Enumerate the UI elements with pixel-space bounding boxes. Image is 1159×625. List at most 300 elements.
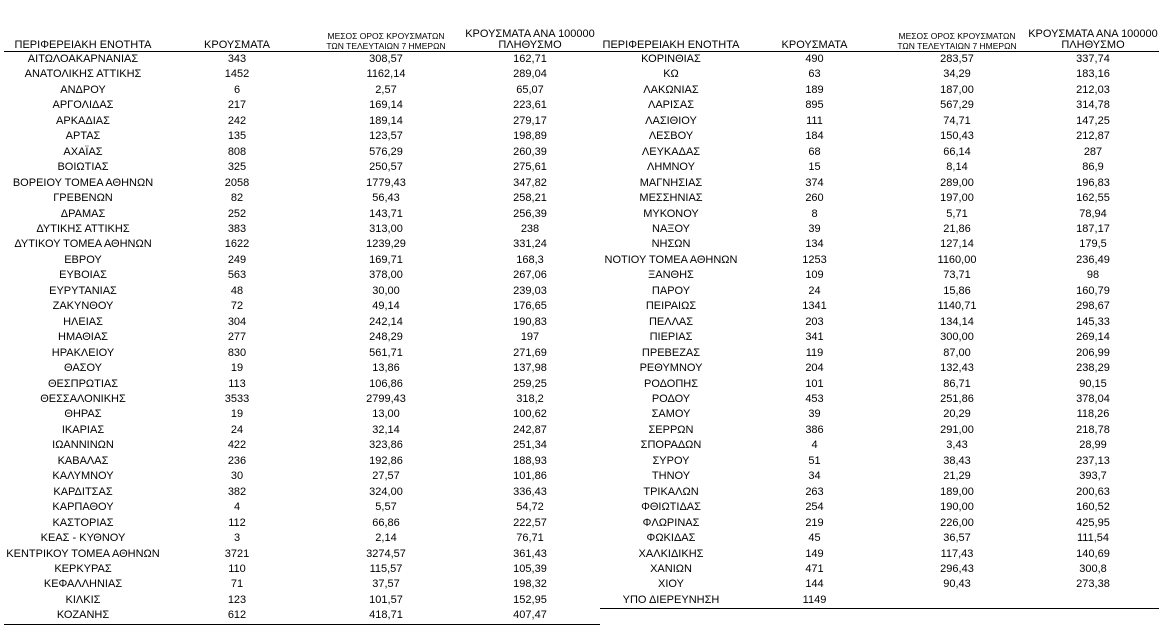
table-row [600,114,1159,129]
cases-cell: 374 [805,176,824,189]
cases-cell: 111 [806,114,823,127]
header-region: ΠΕΡΙΦΕΡΕΙΑΚΗ ΕΝΟΤΗΤΑ [600,18,742,52]
table-row [600,160,1159,175]
avg7-cell: 296,43 [940,562,974,575]
cases-cell: 2058 [224,176,250,189]
avg7-cell: 36,57 [943,532,971,545]
region-cell: ΚΕΑΣ - ΚΥΘΝΟΥ [40,532,126,545]
table-row [4,500,600,515]
cases-cell: 453 [805,392,824,405]
cases-cell: 386 [805,423,824,436]
per100k-cell: 238 [520,222,540,235]
region-cell: ΠΕΙΡΑΙΩΣ [645,300,697,313]
cases-cell: 242 [227,114,247,127]
cases-cell: 471 [805,562,824,575]
avg7-cell: 150,43 [940,130,974,143]
region-cell: ΗΡΑΚΛΕΙΟΥ [51,346,115,359]
region-cell: ΥΠΟ ΔΙΕΡΕΥΝΗΣΗ [600,593,742,609]
avg7-cell: 1140,71 [937,300,977,313]
region-cell: ΓΡΕΒΕΝΩΝ [53,192,113,205]
avg7-cell: 115,57 [369,562,403,575]
per100k-cell: 407,47 [460,608,600,624]
table-row [600,547,1159,562]
avg7-cell: 86,71 [943,377,971,390]
per100k-cell: 256,39 [513,207,547,220]
cases-cell: 48 [230,284,244,297]
region-cell: ΘΗΡΑΣ [64,408,102,421]
table-row [600,407,1159,422]
cases-cell: 30 [230,470,244,483]
per100k-cell: 269,14 [1076,331,1110,344]
region-cell: ΡΟΔΟΠΗΣ [643,377,699,390]
avg7-cell: 576,29 [369,145,403,158]
per100k-cell: 378,04 [1076,392,1110,405]
cases-cell: 204 [805,362,824,375]
table-row [4,253,600,268]
cases-cell: 8 [811,207,818,220]
avg7-cell: 291,00 [940,423,974,436]
region-cell: ΛΗΜΝΟΥ [647,161,695,174]
table-row [4,52,600,68]
region-cell: ΛΑΚΩΝΙΑΣ [643,83,699,96]
per100k-cell: 258,21 [513,192,547,205]
per100k-cell: 242,87 [513,423,547,436]
per100k-cell: 90,15 [1079,377,1107,390]
table-row [4,129,600,144]
region-cell: ΞΑΝΘΗΣ [648,269,694,282]
cases-cell: 3721 [224,547,250,560]
per100k-cell: 160,52 [1076,501,1110,514]
cases-cell: 189 [805,83,824,96]
per100k-cell: 28,99 [1079,439,1107,452]
region-cell: ΠΑΡΟΥ [651,284,691,297]
table-row [4,284,600,299]
per100k-cell: 287 [1083,145,1103,158]
table-row [600,500,1159,515]
cases-cell: 490 [805,53,824,65]
header-avg7 [312,18,460,52]
header-row [600,18,1159,52]
table-row [600,129,1159,144]
per100k-cell: 100,62 [513,408,547,421]
region-cell: ΜΕΣΣΗΝΙΑΣ [639,192,703,205]
per100k-cell: 197 [520,331,540,344]
avg7-cell: 2,14 [375,532,397,545]
region-cell: ΝΗΣΩΝ [651,238,691,251]
per100k-cell: 98 [1086,269,1100,282]
avg7-cell: 567,29 [940,99,974,112]
per100k-cell: 187,17 [1076,222,1110,235]
region-cell: ΒΟΙΩΤΙΑΣ [57,161,109,174]
avg7-cell: 132,43 [940,362,974,375]
header-avg7-line2: ΤΩΝ ΤΕΛΕΥΤΑΙΩΝ 7 ΗΜΕΡΩΝ [897,41,1017,51]
cases-cell: 304 [227,315,247,328]
avg7-cell: 3274,57 [366,547,406,560]
region-cell: ΧΑΝΙΩΝ [650,562,692,575]
table-row [4,423,600,438]
region-cell: ΑΡΤΑΣ [65,130,101,143]
cases-cell: 110 [228,562,246,575]
per100k-cell: 111,54 [1076,532,1109,545]
cases-cell: 123 [227,593,247,606]
region-cell: ΖΑΚΥΝΘΟΥ [52,300,114,313]
region-cell: ΒΟΡΕΙΟΥ ΤΟΜΕΑ ΑΘΗΝΩΝ [12,176,154,189]
per100k-cell: 318,2 [516,392,544,405]
table-row [600,593,1159,609]
avg7-cell: 37,57 [372,578,400,591]
region-cell: ΚΑΒΑΛΑΣ [57,454,109,467]
table-row [4,237,600,252]
per100k-cell: 147,25 [1076,114,1110,127]
header-per100k-line1: ΚΡΟΥΣΜΑΤΑ ΑΝΑ 100000 [465,28,595,40]
per100k-cell: 259,25 [513,377,547,390]
cases-cell: 612 [162,608,312,624]
region-cell: ΤΡΙΚΑΛΩΝ [643,485,699,498]
table-row [600,516,1159,531]
cases-cell: 263 [805,485,824,498]
avg7-cell: 1779,43 [366,176,406,189]
cases-cell: 109 [805,269,824,282]
per100k-cell: 162,71 [513,53,547,65]
per100k-cell: 347,82 [513,176,547,189]
avg7-cell: 1239,29 [366,238,406,251]
table-row [600,562,1159,577]
avg7-cell: 561,71 [369,346,403,359]
avg7-cell: 300,00 [940,331,974,344]
avg7-cell: 251,86 [940,392,974,405]
per100k-cell: 101,86 [513,470,547,483]
avg7-cell: 189,00 [940,485,974,498]
per100k-cell: 78,94 [1079,207,1107,220]
header-per100k [1027,18,1159,52]
region-cell: ΑΡΓΟΛΙΔΑΣ [52,99,114,112]
table-row [600,485,1159,500]
header-per100k-line2: ΠΛΗΘΥΣΜΟ [498,39,562,51]
avg7-cell: 1160,00 [937,253,977,266]
region-cell: ΗΜΑΘΙΑΣ [58,331,108,344]
avg7-cell: 66,86 [372,516,400,529]
cases-cell: 1149 [742,593,887,609]
table-row [600,423,1159,438]
per100k-cell: 236,49 [1076,253,1110,266]
avg7-cell: 90,43 [943,578,971,591]
per100k-cell: 275,61 [513,161,547,174]
per100k-cell: 188,93 [513,454,547,467]
avg7-cell: 197,00 [940,192,974,205]
table-row [600,284,1159,299]
avg7-cell: 143,71 [369,207,403,220]
region-cell: ΤΗΝΟΥ [651,470,691,483]
avg7-cell: 283,57 [940,53,974,65]
table-row [4,547,600,562]
cases-cell: 101 [805,377,824,390]
cases-cell: 113 [228,377,246,390]
table-row [600,469,1159,484]
region-cell: ΕΥΡΥΤΑΝΙΑΣ [49,284,117,297]
region-cell: ΚΟΡΙΝΘΙΑΣ [641,53,701,65]
region-cell: ΚΑΡΔΙΤΣΑΣ [53,485,113,498]
header-region: ΠΕΡΙΦΕΡΕΙΑΚΗ ΕΝΟΤΗΤΑ [4,18,162,52]
table-row [4,67,600,82]
per100k-cell: 54,72 [516,501,544,514]
cases-cell: 830 [227,346,247,359]
per100k-cell: 212,87 [1076,130,1110,143]
table-row [4,516,600,531]
avg7-cell: 87,00 [943,346,971,359]
table-body-right [600,52,1159,609]
cases-cell: 277 [227,331,247,344]
per100k-cell: 198,32 [513,578,547,591]
region-cell: ΚΟΖΑΝΗΣ [4,608,162,624]
table-row [600,531,1159,546]
per100k-cell: 140,69 [1076,547,1110,560]
table-row [600,577,1159,592]
per100k-cell: 222,57 [513,516,547,529]
region-cell: ΣΑΜΟΥ [651,408,691,421]
region-cell: ΘΕΣΠΡΩΤΙΑΣ [47,377,119,390]
avg7-cell: 308,57 [369,53,403,65]
cases-cell: 134 [805,238,824,251]
table-row [4,469,600,484]
avg7-cell: 190,00 [940,501,974,514]
region-cell: ΕΥΒΟΙΑΣ [59,269,107,282]
cases-cell: 236 [227,454,247,467]
table-row [4,346,600,361]
cases-cell: 63 [808,68,821,81]
cases-cell: 203 [805,315,824,328]
cases-cell: 260 [805,192,824,205]
region-cell: ΝΑΞΟΥ [652,222,690,235]
table-row [4,438,600,453]
region-cell: ΣΠΟΡΑΔΩΝ [640,439,702,452]
header-cases: ΚΡΟΥΣΜΑΤΑ [742,18,887,52]
table-row [4,608,600,624]
region-cell: ΚΙΛΚΙΣ [65,593,101,606]
cases-cell: 19 [230,408,244,421]
table-row [600,268,1159,283]
per100k-cell: 337,74 [1076,53,1110,65]
region-cell: ΧΑΛΚΙΔΙΚΗΣ [638,547,704,560]
per100k-cell: 239,03 [513,284,547,297]
table-row [4,485,600,500]
per100k-cell: 267,06 [513,269,547,282]
table-row [600,176,1159,191]
header-avg7-line1: ΜΕΣΟΣ ΟΡΟΣ ΚΡΟΥΣΜΑΤΩΝ [327,31,445,41]
avg7-cell: 418,71 [312,608,460,624]
cases-cell: 119 [805,346,824,359]
region-cell: ΜΑΓΝΗΣΙΑΣ [639,176,703,189]
per100k-cell: 200,63 [1076,485,1110,498]
avg7-cell: 192,86 [369,454,403,467]
cases-cell: 144 [805,578,824,591]
avg7-cell: 250,57 [369,161,403,174]
avg7-cell: 242,14 [369,315,403,328]
region-cell: ΚΕΡΚΥΡΑΣ [54,562,112,575]
per100k-cell: 393,7 [1079,470,1107,483]
avg7-cell: 21,86 [943,222,971,235]
region-cell: ΑΝΑΤΟΛΙΚΗΣ ΑΤΤΙΚΗΣ [24,68,142,81]
avg7-cell [887,593,1027,609]
per100k-cell: 105,39 [513,562,547,575]
header-per100k [460,18,600,52]
cases-cell: 217 [227,99,247,112]
cases-cell: 4 [811,439,818,452]
header-avg7 [887,18,1027,52]
cases-cell: 135 [227,130,247,143]
cases-cell: 34 [808,470,821,483]
avg7-cell: 20,29 [943,408,971,421]
per100k-cell: 212,03 [1076,83,1110,96]
region-cell: ΛΑΣΙΘΙΟΥ [645,114,697,127]
per100k-cell: 271,69 [513,346,547,359]
per100k-cell: 196,83 [1076,176,1110,189]
region-cell: ΛΕΥΚΑΔΑΣ [641,145,701,158]
region-cell: ΠΙΕΡΙΑΣ [649,331,693,344]
table-row [4,83,600,98]
header-row [4,18,600,52]
cases-cell: 82 [230,192,244,205]
per100k-cell: 152,95 [513,593,547,606]
table-row [600,98,1159,113]
region-cell: ΠΡΕΒΕΖΑΣ [641,346,701,359]
avg7-cell: 73,71 [943,269,971,282]
cases-cell: 895 [805,99,824,112]
avg7-cell: 324,00 [369,485,403,498]
table-row [4,145,600,160]
per100k-cell: 289,04 [513,68,547,81]
cases-cell: 51 [808,454,821,467]
table-row [4,577,600,592]
cases-cell: 382 [227,485,247,498]
header-per100k-line1: ΚΡΟΥΣΜΑΤΑ ΑΝΑ 100000 [1028,28,1158,40]
region-cell: ΧΙΟΥ [658,578,684,591]
region-cell: ΚΕΝΤΡΙΚΟΥ ΤΟΜΕΑ ΑΘΗΝΩΝ [6,547,160,560]
per100k-cell: 298,67 [1076,300,1110,313]
per100k-cell: 160,79 [1076,284,1110,297]
region-cell: ΑΙΤΩΛΟΑΚΑΡΝΑΝΙΑΣ [27,53,139,65]
table-row [600,299,1159,314]
table-body-left [4,52,600,625]
table-row [600,315,1159,330]
region-cell: ΚΑΛΥΜΝΟΥ [52,470,114,483]
avg7-cell: 66,14 [943,145,971,158]
per100k-cell: 65,07 [516,83,544,96]
avg7-cell: 169,14 [369,99,403,112]
avg7-cell: 21,29 [943,470,971,483]
avg7-cell: 101,57 [369,593,403,606]
region-cell: ΡΕΘΥΜΝΟΥ [639,362,703,375]
cases-cell: 149 [805,547,824,560]
cases-cell: 3 [233,532,241,545]
table-row [600,438,1159,453]
region-cell: ΗΛΕΙΑΣ [63,315,103,328]
avg7-cell: 187,00 [940,83,974,96]
cases-cell: 325 [227,161,247,174]
cases-cell: 72 [230,300,244,313]
cases-table-left [4,18,600,625]
region-cell: ΑΝΔΡΟΥ [60,83,106,96]
avg7-cell: 123,57 [369,130,403,143]
region-cell: ΕΒΡΟΥ [64,253,102,266]
avg7-cell: 106,86 [369,377,403,390]
region-cell: ΚΕΦΑΛΛΗΝΙΑΣ [43,578,123,591]
table-row [600,83,1159,98]
table-row [4,191,600,206]
header-avg7-line1: ΜΕΣΟΣ ΟΡΟΣ ΚΡΟΥΣΜΑΤΩΝ [898,31,1016,41]
region-cell: ΔΥΤΙΚΟΥ ΤΟΜΕΑ ΑΘΗΝΩΝ [14,238,152,251]
region-cell: ΦΘΙΩΤΙΔΑΣ [641,501,701,514]
avg7-cell: 56,43 [372,192,400,205]
per100k-cell: 190,83 [513,315,547,328]
table-row [4,222,600,237]
per100k-cell: 279,17 [513,114,547,127]
table-row [4,176,600,191]
table-row [4,160,600,175]
table-row [4,98,600,113]
per100k-cell: 76,71 [516,532,544,545]
avg7-cell: 15,86 [943,284,971,297]
table-row [4,454,600,469]
per100k-cell: 273,38 [1076,578,1110,591]
cases-cell: 343 [227,53,247,65]
region-cell: ΚΑΣΤΟΡΙΑΣ [52,516,114,529]
cases-cell: 68 [808,145,821,158]
avg7-cell: 189,14 [369,114,403,127]
region-cell: ΜΥΚΟΝΟΥ [643,207,699,220]
cases-cell: 1341 [802,300,827,313]
cases-cell: 563 [227,269,247,282]
avg7-cell: 5,57 [375,501,397,514]
per100k-cell: 206,99 [1076,346,1110,359]
table-row [4,114,600,129]
region-cell: ΛΑΡΙΣΑΣ [647,99,694,112]
region-cell: ΔΡΑΜΑΣ [60,207,106,220]
avg7-cell: 1162,14 [366,68,406,81]
table-row [600,237,1159,252]
cases-cell: 219 [805,516,824,529]
header-per100k-line2: ΠΛΗΘΥΣΜΟ [1061,39,1125,51]
per100k-cell: 336,43 [513,485,547,498]
region-cell: ΚΩ [663,68,679,81]
avg7-cell: 3,43 [946,439,968,452]
cases-cell: 45 [808,532,821,545]
cases-cell: 184 [805,130,824,143]
region-cell: ΘΑΣΟΥ [63,362,103,375]
per100k-cell: 198,89 [513,130,547,143]
avg7-cell: 127,14 [940,238,974,251]
table-row [4,268,600,283]
table-row [4,531,600,546]
per100k-cell: 260,39 [513,145,547,158]
cases-cell: 254 [805,501,824,514]
per100k-cell: 237,13 [1076,454,1110,467]
cases-cell: 1622 [224,238,250,251]
region-cell: ΦΛΩΡΙΝΑΣ [642,516,700,529]
table-row [4,593,600,608]
cases-cell: 3533 [224,392,250,405]
table-row [600,346,1159,361]
per100k-cell: 118,26 [1076,408,1110,421]
avg7-cell: 313,00 [369,222,403,235]
table-row [4,562,600,577]
region-cell: ΑΧΑΪΑΣ [63,145,103,158]
avg7-cell: 13,00 [372,408,400,421]
table-row [4,330,600,345]
header-avg7-line2: ΤΩΝ ΤΕΛΕΥΤΑΙΩΝ 7 ΗΜΕΡΩΝ [326,41,446,51]
region-cell: ΣΕΡΡΩΝ [648,423,694,436]
avg7-cell: 38,43 [943,454,971,467]
table-row [600,52,1159,68]
